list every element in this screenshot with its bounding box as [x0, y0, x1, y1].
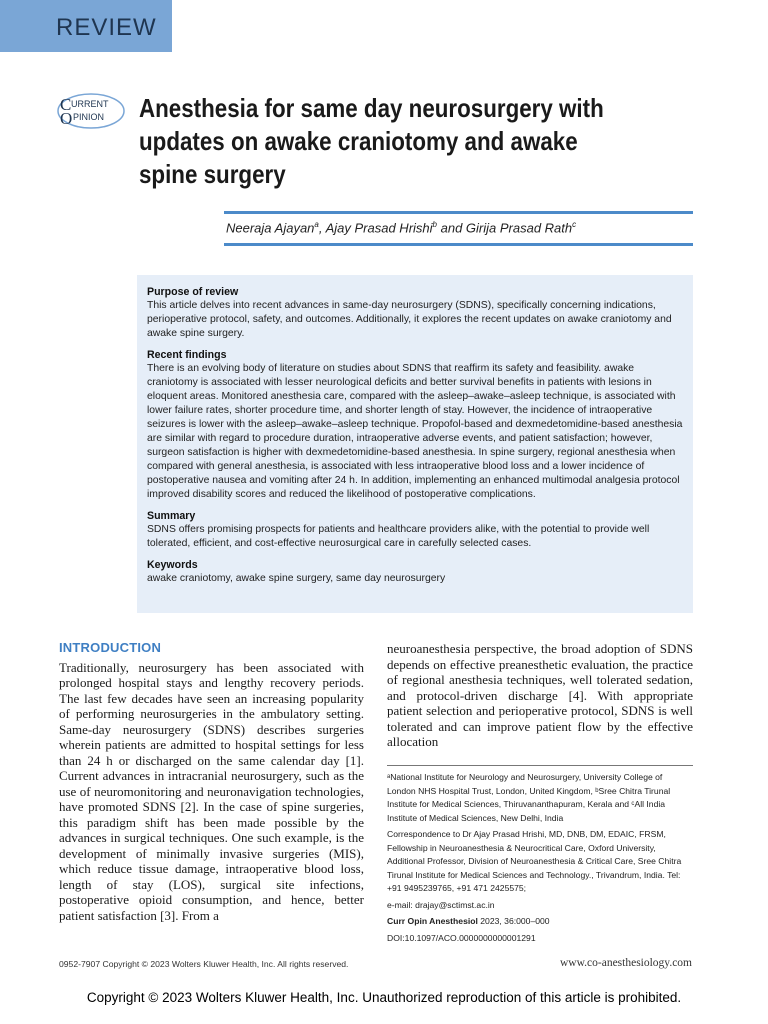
keywords-heading: Keywords	[147, 559, 198, 571]
author-affiliation-mark: c	[572, 220, 577, 229]
findings-heading: Recent findings	[147, 349, 227, 361]
affiliations-block	[387, 771, 693, 948]
title-line: updates on awake craniotomy and awake	[139, 126, 578, 156]
journal-citation	[387, 915, 693, 929]
doi-text: DOI:10.1097/ACO.0000000000001291	[387, 932, 536, 943]
findings-text: There is an evolving body of literature on studies about SDNS that reaffirm its safety and feasibility. awake craniotomy is associated with lesser neurological deficits and better survival benefits in patients with lesions in eloquent areas. Monitored anesthesia care, compared with the asleep–awake–asleep technique, is associated with lower failure rates, shorter procedure time, and shorter length of stay. However, the incidence of intraoperative seizures is lower with the asleep–awake–asleep technique. Propofol-based and dexmedetomidine-based anesthesia are similar with regard to procedure duration, intraoperative adverse events, and patient satisfaction; however, surgeon satisfaction is higher with dexmedetomidine-based anesthesia. In spine surgery, regional anesthesia when compared with general anesthesia, is associated with less intraoperative blood loss and a lower incidence of postoperative nausea and vomiting after 24 h. In addition, implementing an enhanced multimodal analgesia protocol improved disability scores and reduced the likelihood of postoperative complications.	[147, 363, 683, 500]
author-name: Ajay Prasad Hrishi	[325, 220, 433, 236]
purpose-heading: Purpose of review	[147, 286, 239, 298]
abstract-box	[137, 275, 693, 613]
author-separator: ,	[318, 220, 326, 236]
author-rule-bottom	[224, 243, 693, 246]
body-paragraph: Traditionally, neurosurgery has been associated with prolonged hospital stays and lengthy recovery periods. The last few decades have seen an increasing popularity of performing neurosurgeries in the ambulatory setting. Same-day neurosurgery (SDNS) describes surgeries wherein patients are admitted to hospital settings for less than 24 h or discharged on the same calendar day [1]. Current advances in intracranial neurosurgery, such as the use of neuromonitoring and neuronavigation technologies, have promoted SDNS [2]. In the case of spine surgeries, this paradigm shift has been made possible by the advances in surgical techniques. One such example, is the development of minimally invasive surgeries (MIS), which reduce tissue damage, intraoperative blood loss, length of stay (LOS), surgical site infections, postoperative opioid consumption, and hence, better patient satisfaction [3]. From a	[59, 659, 364, 923]
email-text: e-mail: drajay@sctimst.ac.in	[387, 899, 495, 910]
affiliation-rule	[387, 765, 693, 766]
current-opinion-logo	[56, 92, 126, 130]
author-affiliation-mark: a	[314, 220, 319, 229]
affiliation-text: ᵃNational Institute for Neurology and Neurosurgery, University College of London NHS Hospital Trust, London, United Kingdom, ᵇSree Chitra Tirunal Institute for Medical Sciences, Thiruvananthapuram, Kerala and ᶜAll India Institute of Medical Sciences, New Delhi, India	[387, 772, 671, 823]
introduction-heading: INTRODUCTION	[59, 640, 162, 655]
summary-text: SDNS offers promising prospects for patients and healthcare providers alike, with the potential to provide well tolerated, efficient, and cost-effective neurosurgical care in carefully selected cases.	[147, 524, 650, 549]
svg-text:O: O	[60, 109, 73, 128]
purpose-text: This article delves into recent advances in same-day neurosurgery (SDNS), specifically concerning indications, perioperative protocol, safety, and outcomes. Additionally, it explores the recent updates on awake craniotomy and awake spine surgery.	[147, 300, 672, 339]
body-column-right	[387, 641, 693, 750]
article-title	[139, 92, 621, 191]
svg-text:C: C	[60, 95, 72, 114]
body-paragraph: neuroanesthesia perspective, the broad adoption of SDNS depends on effective preanesthetic evaluation, the practice of regional anesthesia techniques, well tolerated sedation, and protocol-driven discharge [4]. With appropriate patient selection and perioperative protocol, SDNS is well tolerated and can improve patient flow by the effective allocation	[387, 641, 693, 749]
section-label: REVIEW	[0, 0, 172, 52]
svg-text:PINION: PINION	[73, 112, 105, 122]
author-separator: and	[437, 220, 466, 236]
svg-text:URRENT: URRENT	[71, 99, 109, 109]
keywords-text: awake craniotomy, awake spine surgery, same day neurosurgery	[147, 573, 446, 584]
author-rule-top	[224, 211, 693, 214]
title-line: Anesthesia for same day neurosurgery with	[139, 93, 604, 123]
body-column-left	[59, 640, 364, 923]
author-list	[226, 220, 696, 235]
issn-copyright: 0952-7907 Copyright © 2023 Wolters Kluwer Health, Inc. All rights reserved.	[59, 959, 349, 969]
author-affiliation-mark: b	[432, 220, 437, 229]
journal-website-link[interactable]: www.co-anesthesiology.com	[559, 957, 692, 969]
summary-heading: Summary	[147, 510, 196, 522]
title-line: spine surgery	[139, 159, 286, 189]
journal-info: 2023, 36:000–000	[477, 916, 550, 926]
copyright-notice: Copyright © 2023 Wolters Kluwer Health, Inc. Unauthorized reproduction of this article is prohibited.	[86, 990, 682, 1005]
author-name: Girija Prasad Rath	[465, 220, 573, 236]
correspondence-text: Correspondence to Dr Ajay Prasad Hrishi, MD, DNB, DM, EDAIC, FRSM, Fellowship in Neuroanesthesia & Neurocritical Care, Oxford University, Additional Professor, Division of Neuroanesthesia & Critical Care, Sree Chitra Tirunal Institute for Medical Sciences and Technology., Trivandrum, India. Tel: +91 9495239765, +91 471 2425575;	[387, 829, 682, 893]
author-name: Neeraja Ajayan	[226, 220, 315, 236]
journal-name: Curr Opin Anesthesiol	[387, 916, 478, 926]
